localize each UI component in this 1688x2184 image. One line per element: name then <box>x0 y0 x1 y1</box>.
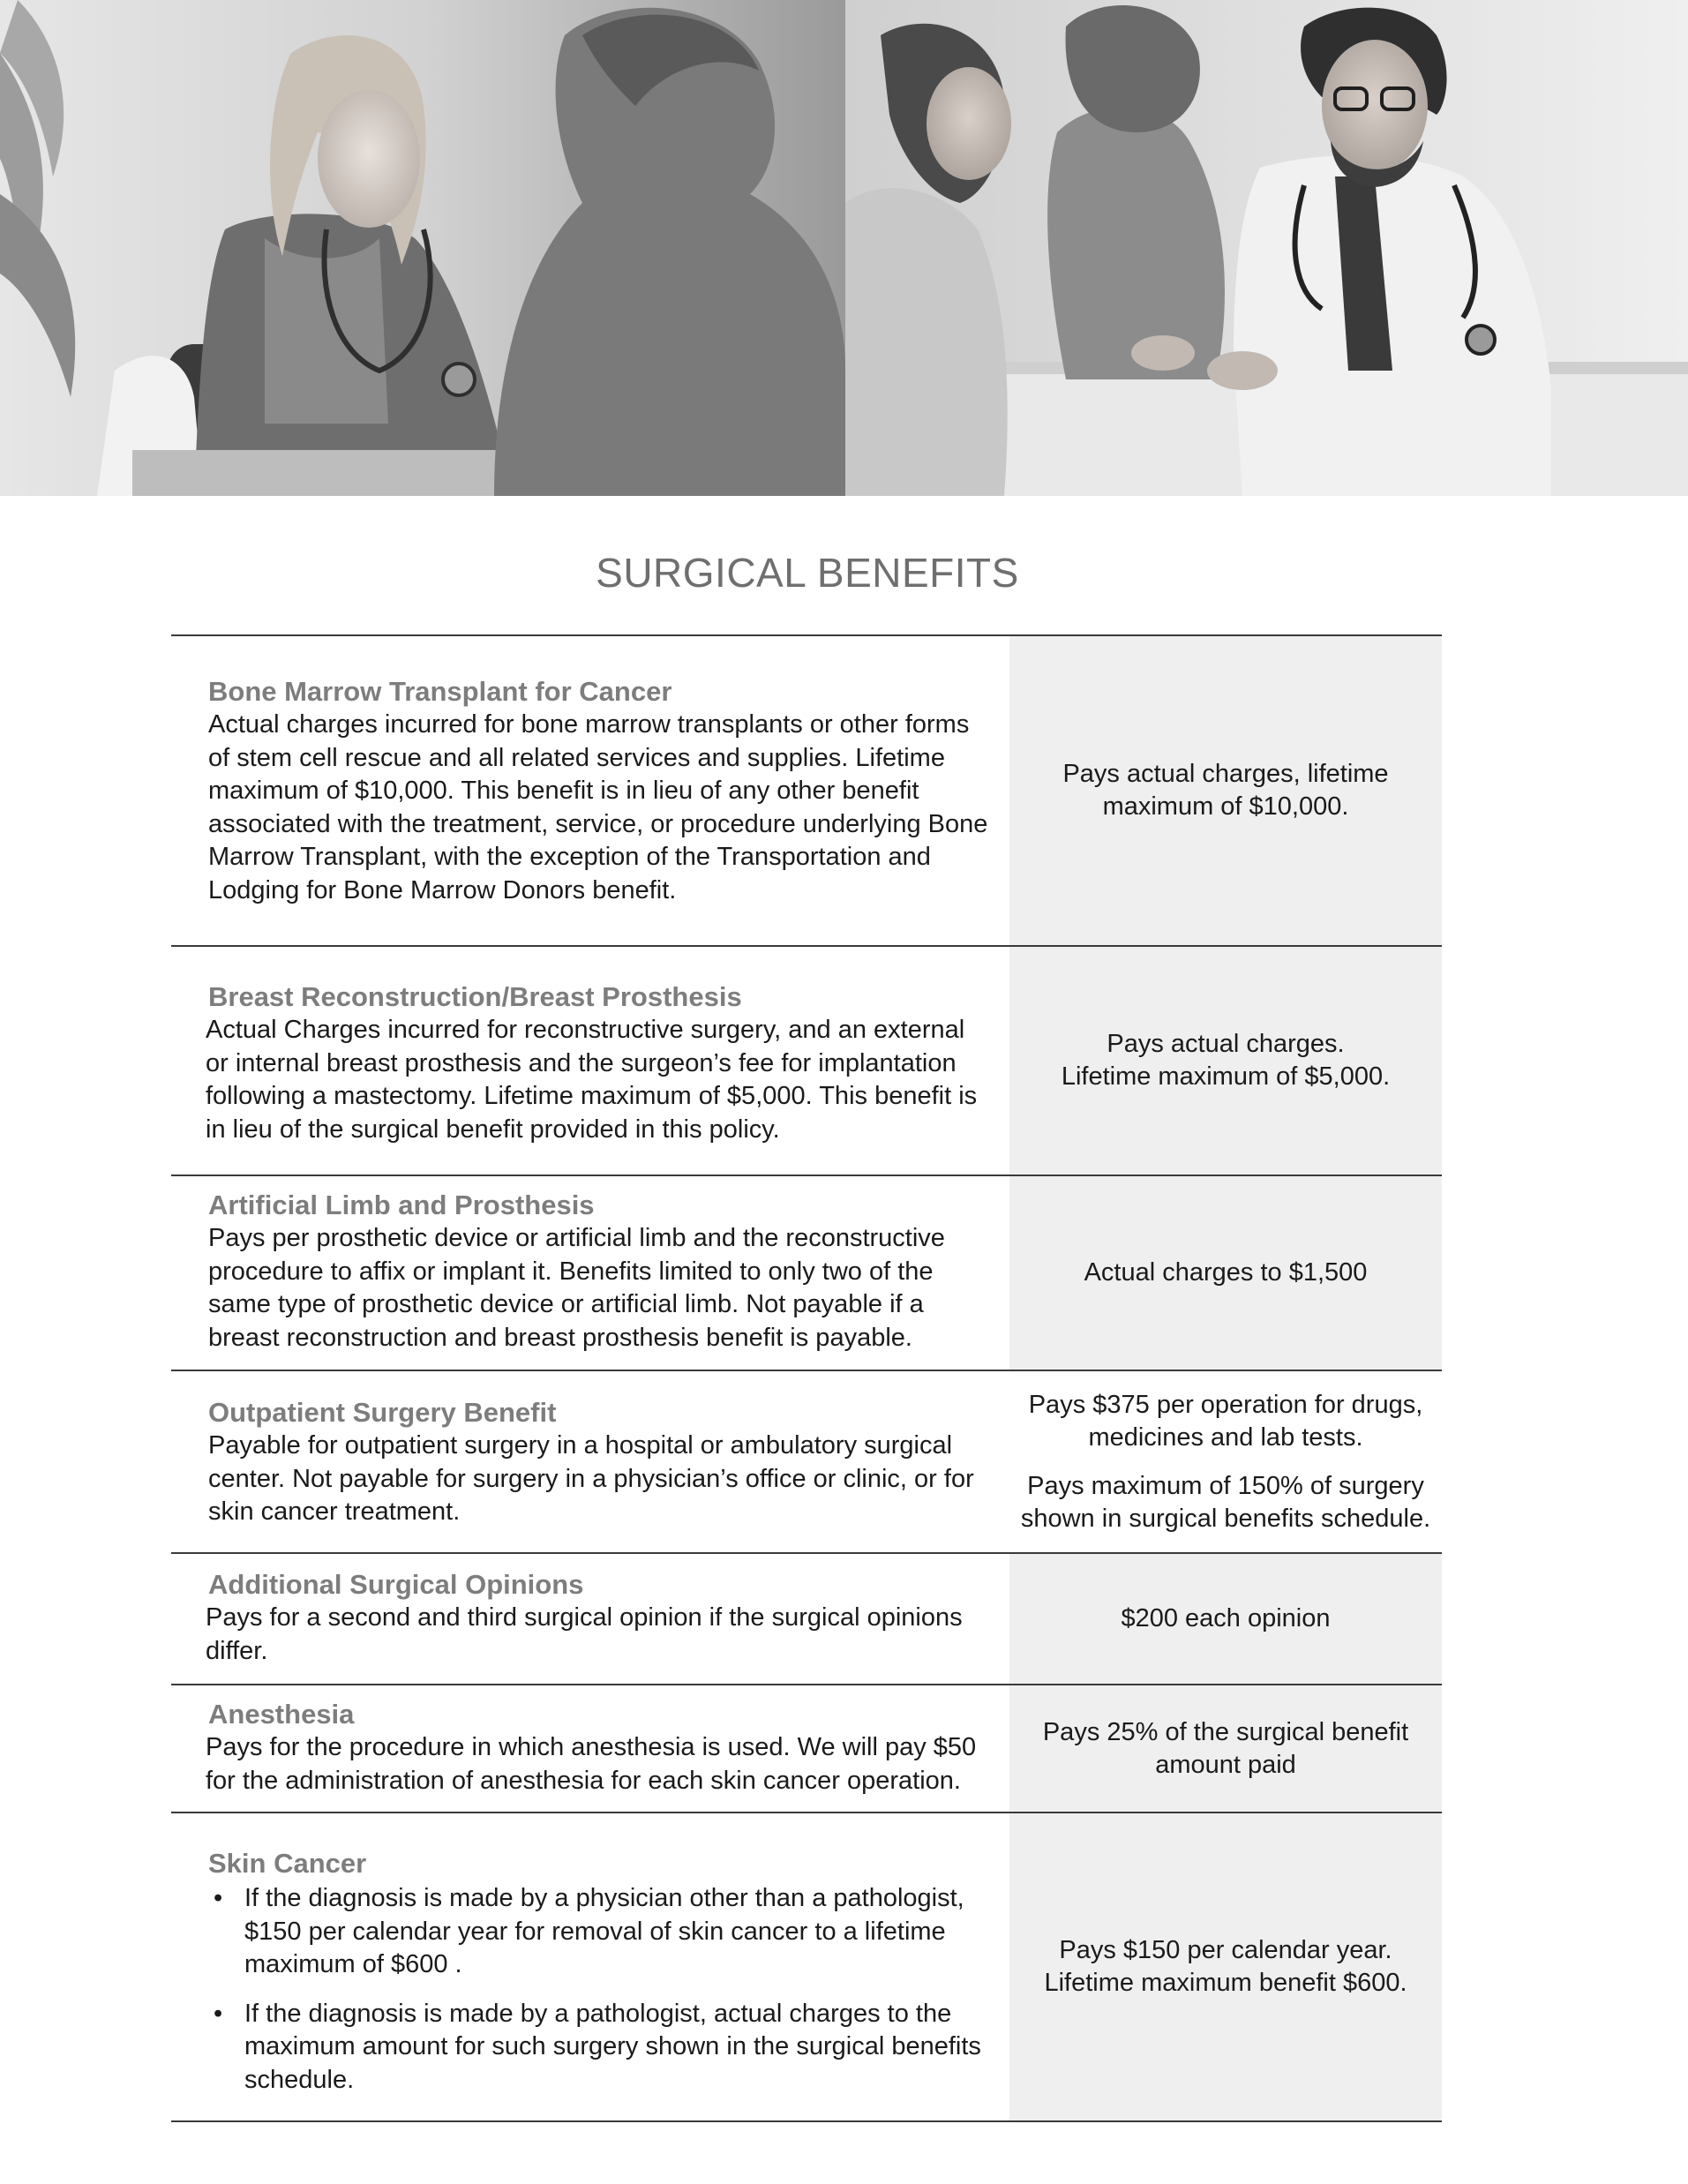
benefit-description-cell <box>171 1176 1009 1370</box>
benefit-description-cell <box>171 1371 1009 1552</box>
benefit-amount-text: Lifetime maximum benefit $600. <box>1044 1969 1407 1997</box>
benefit-name: Skin Cancer <box>208 1848 367 1879</box>
benefit-amount-text: Pays $150 per calendar year. <box>1059 1936 1392 1964</box>
benefit-description: Pays per prosthetic device or artificial limb and the reconstructive procedure to affix or implant it. Benefits limited to only two of the same type of prosthetic device or artificial limb. Not payable if a breast reconstruction and breast prosthesis benefit is payable. <box>208 1224 945 1352</box>
bullet-glyph: • <box>214 1884 223 1912</box>
benefit-description-cell <box>171 1685 1009 1812</box>
benefit-name: Breast Reconstruction/Breast Prosthesis <box>208 981 742 1012</box>
doctor-consultation-photo <box>0 0 845 496</box>
benefit-row-skin-cancer <box>171 1813 1442 2122</box>
benefit-amount-cell <box>1009 1685 1442 1812</box>
section-title: SURGICAL BENEFITS <box>596 550 1019 596</box>
list-item-text: If the diagnosis is made by a pathologist, actual charges to the maximum amount for such surgery shown in the surgical benefits schedule. <box>244 1999 981 2094</box>
benefit-amount-cell <box>1009 1371 1442 1552</box>
benefit-amount-cell <box>1009 1554 1442 1684</box>
benefit-description: Payable for outpatient surgery in a hospital or ambulatory surgical center. Not payable for surgery in a physician’s office or clinic, or for skin cancer treatment. <box>208 1431 974 1526</box>
benefit-description: Actual Charges incurred for reconstructive surgery, and an external or internal breast prosthesis and the surgeon’s fee for implantation following a mastectomy. Lifetime maximum of $5,000. This benefit is in lieu of the surgical benefit provided in this policy. <box>206 1016 978 1144</box>
benefit-row-artificial-limb <box>171 1176 1442 1371</box>
benefit-description-cell <box>171 947 1009 1175</box>
benefit-name: Anesthesia <box>208 1699 355 1730</box>
benefit-amount-text: Pays actual charges, lifetime maximum of $10,000. <box>1062 760 1389 821</box>
benefit-amount-text: Pays actual charges. <box>1107 1030 1345 1058</box>
benefit-name: Additional Surgical Opinions <box>208 1569 584 1600</box>
benefit-name: Outpatient Surgery Benefit <box>208 1397 557 1428</box>
benefit-row-additional-opinions <box>171 1554 1442 1685</box>
benefit-row-anesthesia <box>171 1685 1442 1813</box>
benefit-description-cell <box>171 1554 1009 1684</box>
list-item-text: If the diagnosis is made by a physician other than a pathologist, $150 per calendar year for removal of skin cancer to a lifetime maximum of $600 . <box>244 1884 964 1978</box>
benefit-amount-cell <box>1009 1813 1442 2120</box>
benefit-row-outpatient-surgery <box>171 1371 1442 1554</box>
benefit-amount-text: Pays maximum of 150% of surgery shown in surgical benefits schedule. <box>1020 1471 1431 1533</box>
benefit-amount-cell <box>1009 947 1442 1175</box>
benefit-description: Pays for the procedure in which anesthesia is used. We will pay $50 for the administration of anesthesia for each skin cancer operation. <box>206 1733 977 1795</box>
benefit-description: Actual charges incurred for bone marrow transplants or other forms of stem cell rescue and all related services and supplies. Lifetime maximum of $10,000. This benefit is in lieu of any other benefit associated with the treatment, service, or procedure underlying Bone Marrow Transplant, with the exception of the Transportation and Lodging for Bone Marrow Donors benefit. <box>208 710 988 904</box>
benefit-description: Pays for a second and third surgical opinion if the surgical opinions differ. <box>206 1603 963 1665</box>
doctor-child-exam-photo <box>845 0 1688 496</box>
benefit-name: Artificial Limb and Prosthesis <box>208 1190 595 1220</box>
benefit-amount-text: Lifetime maximum of $5,000. <box>1061 1062 1391 1091</box>
benefit-description-cell <box>171 636 1009 945</box>
benefit-row-breast-reconstruction <box>171 947 1442 1176</box>
benefit-description-cell <box>171 1813 1009 2120</box>
list-item <box>208 1998 988 2098</box>
benefit-amount-text: Pays 25% of the surgical benefit amount paid <box>1042 1717 1409 1779</box>
benefit-amount-cell <box>1009 1176 1442 1370</box>
benefit-name: Bone Marrow Transplant for Cancer <box>208 676 672 707</box>
bullet-glyph: • <box>214 1999 223 2028</box>
benefit-amount-text: Actual charges to $1,500 <box>1084 1258 1368 1287</box>
skin-cancer-bullet-list <box>208 1882 988 2097</box>
benefit-amount-cell <box>1009 636 1442 945</box>
benefit-row-bone-marrow-transplant <box>171 636 1442 947</box>
list-item <box>208 1882 988 1982</box>
benefit-amount-text: $200 each opinion <box>1121 1604 1331 1632</box>
surgical-benefits-table <box>171 634 1442 2122</box>
header-photo-banner <box>0 0 1688 496</box>
benefit-amount-text: Pays $375 per operation for drugs, medicines and lab tests. <box>1028 1390 1423 1452</box>
